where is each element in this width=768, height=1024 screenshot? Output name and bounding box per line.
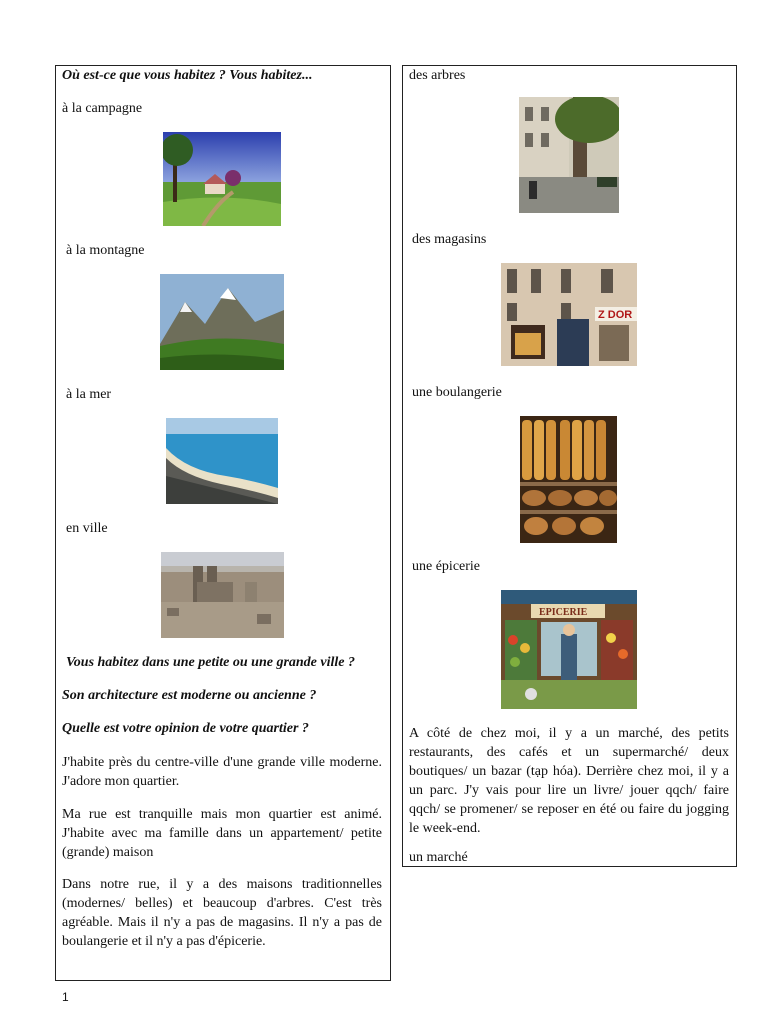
paragraph-rue: Ma rue est tranquille mais mon quartier est animé. J'habite avec ma famille dans un appartement/ petite (grande) maison [62,807,382,860]
trees-image [519,97,619,213]
item-marche: un marché [409,850,468,865]
shop-sign-epicerie: EPICERIE [539,607,588,618]
question-ville-taille: Vous habitez dans une petite ou une grande ville ? [66,655,355,670]
paragraph-cote-de-chez-moi: A côté de chez moi, il y a un marché, des petits restaurants, des cafés et un supermarché/ deux boutiques/ un bazar (tạp hóa). Derrière chez moi, il y a un parc. J'y vais pour lire un livre/ jouer qqch/ faire qqch/ se promener/ se reposer en été ou faire du jogging le week-end. [409,726,729,836]
item-montagne: à la montagne [66,243,145,258]
paragraph-maisons: Dans notre rue, il y a des maisons traditionnelles (modernes/ belles) et beaucoup d'arbres. C'est très agréable. Mais il n'y a pas de magasins. Il n'y a pas de boulangerie et il n'y a pas d'épicerie. [62,877,382,949]
bakery-image [520,416,617,543]
item-mer: à la mer [66,387,112,402]
shops-image [501,263,637,366]
item-boulangerie: une boulangerie [412,385,502,400]
seaside-image [166,418,278,504]
item-magasins: des magasins [412,232,487,247]
mountain-image [160,274,284,370]
countryside-image [163,132,281,226]
item-campagne: à la campagne [62,101,143,116]
item-ville: en ville [66,521,108,536]
city-image [161,552,284,638]
question-architecture: Son architecture est moderne ou ancienne ? [62,688,317,703]
main-question-title: Où est-ce que vous habitez ? Vous habitez... [62,68,313,83]
page-number: 1 [62,990,69,1004]
item-arbres: des arbres [409,68,466,83]
question-opinion-quartier: Quelle est votre opinion de votre quartier ? [62,721,309,736]
paragraph-habite: J'habite près du centre-ville d'une grande ville moderne. J'adore mon quartier. [62,755,382,789]
grocery-image [501,590,637,709]
shop-sign-zdor: Z DOR [598,309,633,321]
item-epicerie: une épicerie [412,559,481,574]
